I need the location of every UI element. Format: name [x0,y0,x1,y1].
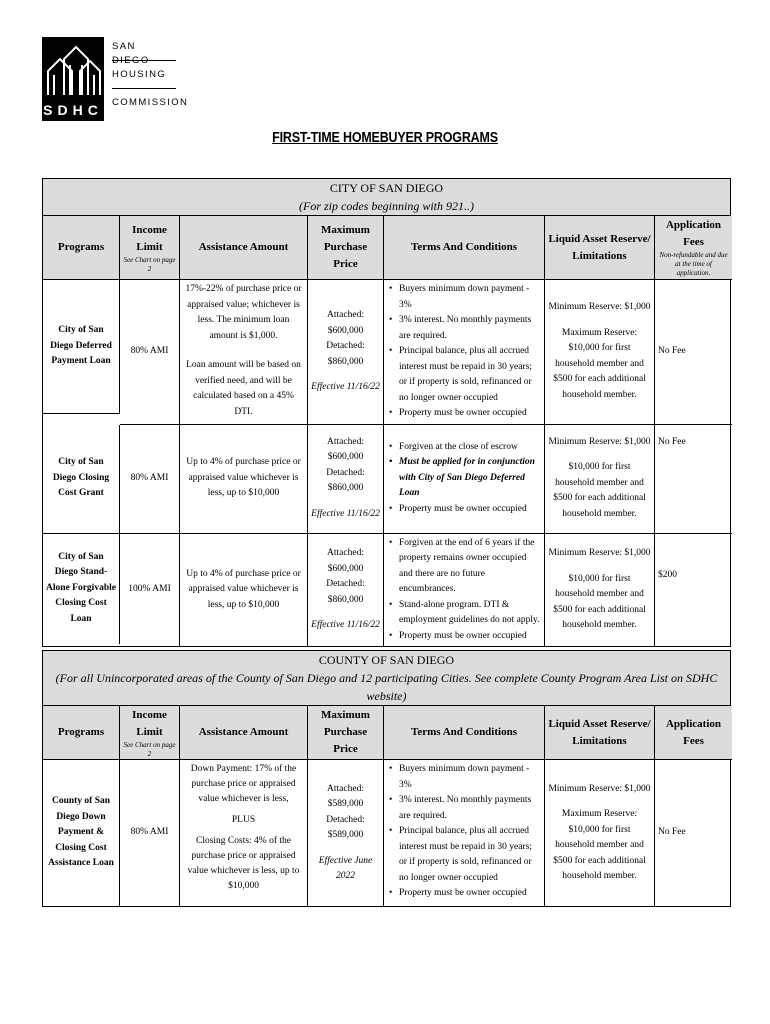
row3-income: 100% AMI [120,534,180,647]
row3-reserve-max: $10,000 for first household member and $500 for each additional household member. [553,573,646,630]
county-col-income-label: Income Limit [132,708,167,738]
row1-term: • Property must be owner occupied [399,406,541,422]
row2-fee: No Fee [655,425,732,534]
county-reserve-max: Maximum Reserve: $10,000 for first household member and $500 for each additional household member. [553,809,646,881]
row1-reserve-max: Maximum Reserve: $10,000 for first household member and $500 for each additional household member. [553,327,646,400]
row1-detached: Detached: $860,000 [326,341,365,367]
sdhc-logo [42,37,104,121]
county-row-price [308,760,384,906]
county-row-income: 80% AMI [120,760,180,906]
row1-assist-2: Loan amount will be based on verified need, and will be calculated based on a 45% DTI. [186,360,301,417]
page-title: FIRST-TIME HOMEBUYER PROGRAMS [272,130,498,146]
row3-reserve-min: Minimum Reserve: $1,000 [548,548,651,558]
county-col-fees: Application Fees [655,706,732,760]
col-assistance: Assistance Amount [180,216,308,280]
row2-attached: Attached: $600,000 [327,436,364,463]
row2-program: City of San Diego Closing Cost Grant [43,425,120,534]
row3-assistance: Up to 4% of purchase price or appraised value whichever is less, up to $10,000 [180,534,308,647]
row3-reserve [545,534,655,647]
county-term: • Buyers minimum down payment - 3% [399,762,541,793]
county-term: • Principal balance, plus all accrued interest must be repaid in 30 years; or if property is sold, refinanced or no longer owner occupied [399,824,541,886]
row2-detached: Detached: $860,000 [326,467,365,494]
row3-detached: Detached: $860,000 [326,579,365,605]
col-fees-note: Non-refundable and due at the time of application. [659,251,728,277]
county-row-program: County of San Diego Down Payment & Closing Cost Assistance Loan [43,760,120,906]
row2-terms [384,425,545,534]
col-income-label: Income Limit [132,223,167,253]
county-heading: COUNTY OF SAN DIEGO [318,653,455,667]
county-assist-plus: PLUS [231,815,256,825]
county-col-reserve: Liquid Asset Reserve/ Limitations [545,706,655,760]
row3-price [308,534,384,647]
logo-letters: SDHC [43,102,103,118]
city-section [42,178,731,647]
org-line-3: COMMISSION [112,97,189,108]
row3-effective: Effective 11/16/22 [311,620,380,630]
row1-fee: No Fee [655,280,732,425]
org-name [112,40,189,124]
county-col-terms: Terms And Conditions [384,706,545,760]
county-detached: Detached: $589,000 [326,814,365,840]
county-term: • 3% interest. No monthly payments are required. [399,793,541,824]
county-header [43,651,730,706]
row1-terms [384,280,545,425]
county-assist-1: Down Payment: 17% of the purchase price or appraised value whichever is less, [190,764,297,804]
col-fees [655,216,732,280]
col-fees-label: Application Fees [665,219,721,248]
county-col-income [120,706,180,760]
col-income [120,216,180,280]
row2-reserve-max: $10,000 for first household member and $500 for each additional household member. [553,462,646,519]
county-table [43,706,730,906]
county-row-reserve [545,760,655,906]
county-col-max-price: Maximum Purchase Price [308,706,384,760]
row3-term: • Forgiven at the end of 6 years if the property remains owner occupied and there are no future encumbrances. [399,536,541,598]
row1-reserve-min: Minimum Reserve: $1,000 [548,302,651,313]
row1-term: • Principal balance, plus all accrued interest must be repaid in 30 years; or if property is sold, refinanced or no longer owner occupied [399,344,541,406]
col-terms: Terms And Conditions [384,216,545,280]
col-max-price: Maximum Purchase Price [308,216,384,280]
row1-term: • 3% interest. No monthly payments are required. [399,313,541,344]
row2-assistance: Up to 4% of purchase price or appraised value whichever is less, up to $10,000 [180,425,308,534]
row1-term: • Buyers minimum down payment - 3% [399,282,541,313]
row1-program: City of San Diego Deferred Payment Loan [43,280,120,414]
county-effective: Effective June 2022 [318,855,373,881]
row3-attached: Attached: $600,000 [327,548,364,574]
row2-effective: Effective 11/16/22 [311,508,380,519]
county-reserve-min: Minimum Reserve: $1,000 [548,783,651,794]
row2-term: • Forgiven at the close of escrow [399,440,541,456]
row2-reserve-min: Minimum Reserve: $1,000 [548,436,651,447]
row3-term: • Stand-alone program. DTI & employment guidelines do not apply. [399,598,541,629]
row2-reserve [545,425,655,534]
county-col-income-note: See Chart on page 2 [123,740,176,758]
county-subheading: (For all Unincorporated areas of the County of San Diego and 12 participating Cities. See complete County Program Area List on SDHC website) [55,671,718,703]
row1-attached: Attached: $600,000 [327,310,364,336]
county-attached: Attached: $589,000 [327,783,364,809]
row1-price [308,280,384,425]
row3-term: • Property must be owner occupied [399,629,541,645]
col-programs: Programs [43,216,120,280]
county-assist-2: Closing Costs: 4% of the purchase price or appraised value whichever is less, up to $10,000 [187,836,300,891]
row3-terms [384,534,545,647]
col-income-note: See Chart on page 2 [123,255,176,273]
row1-reserve [545,280,655,425]
city-subheading: (For zip codes beginning with 921..) [299,199,474,213]
row1-effective: Effective 11/16/22 [311,382,380,392]
county-col-programs: Programs [43,706,120,760]
county-term: • Property must be owner occupied [399,886,541,902]
row2-term: • Property must be owner occupied [399,502,541,518]
city-header [43,179,730,216]
county-row-fee: No Fee [658,827,686,838]
row1-assist-1: 17%-22% of purchase price or appraised value; whichever is less. The minimum loan amount is $1,000. [185,284,302,341]
row3-program: City of San Diego Stand-Alone Forgivable Closing Cost Loan [43,534,120,644]
city-heading: CITY OF SAN DIEGO [329,181,444,195]
county-col-assistance: Assistance Amount [180,706,308,760]
county-row-assistance [180,760,308,906]
row1-income: 80% AMI [120,280,180,425]
row2-income: 80% AMI [120,425,180,534]
city-table [43,216,730,646]
row2-price [308,425,384,534]
col-reserve: Liquid Asset Reserve/ Limitations [545,216,655,280]
county-row-terms [384,760,545,906]
row1-assistance [180,280,308,425]
org-line-1: SAN DIEGO [112,40,176,68]
org-line-2: HOUSING [112,68,176,96]
row3-fee: $200 [658,569,677,580]
houses-icon [42,37,104,99]
row2-term: • Must be applied for in conjunction with City of San Diego Deferred Loan [399,455,541,502]
county-section [42,650,731,907]
